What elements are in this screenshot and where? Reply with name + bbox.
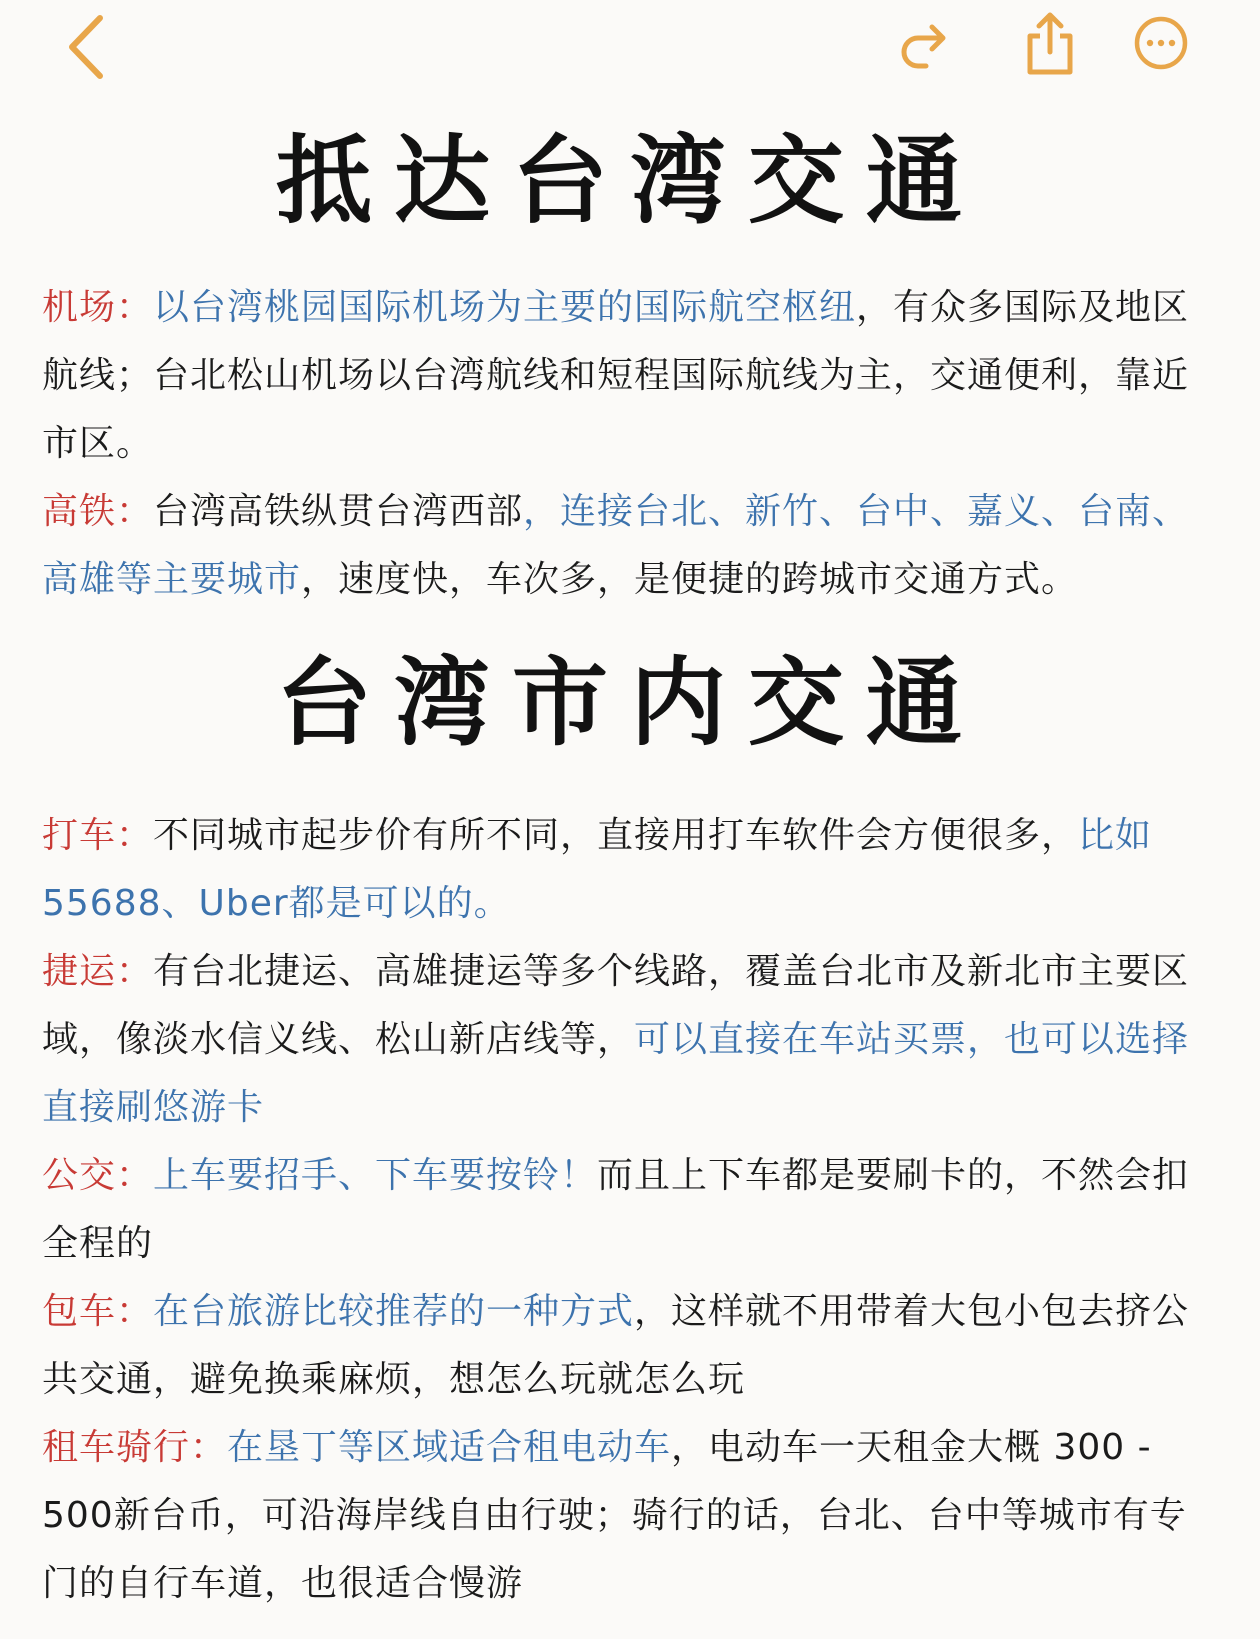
taxi-text: 不同城市起步价有所不同，直接用打车软件会方便很多，: [153, 815, 1079, 856]
hsr-text-2: ，速度快，车次多，是便捷的跨城市交通方式。: [301, 559, 1079, 600]
hsr-paragraph: [42, 478, 1220, 614]
mrt-highlight: 可以直接在车站买票，也可以选择直接刷悠游卡: [42, 1019, 1190, 1128]
hsr-label: 高铁：: [42, 491, 154, 532]
back-button[interactable]: [62, 12, 112, 82]
mrt-text: 有台北捷运、高雄捷运等多个线路，覆盖台北市及新北市主要区域，像淡水信义线、松山新店线等，: [42, 951, 1190, 1060]
chevron-left-icon: [62, 12, 112, 82]
redo-arrow-icon: [898, 18, 954, 74]
airport-text: ，有众多国际及地区航线；台北松山机场以台湾航线和短程国际航线为主，交通便利，靠近市区。: [42, 287, 1190, 464]
share-button[interactable]: [1024, 10, 1076, 78]
hsr-highlight: ，连接台北、新竹、台中、嘉义、台南、高雄等主要城市: [42, 491, 1190, 600]
taxi-label: 打车：: [42, 815, 154, 856]
taxi-highlight: 比如55688、Uber都是可以的。: [42, 815, 1153, 924]
rental-label: 租车骑行：: [42, 1427, 228, 1468]
airport-paragraph: [42, 274, 1220, 478]
bus-label: 公交：: [42, 1155, 154, 1196]
bus-highlight: 上车要招手、下车要按铃！: [153, 1155, 598, 1196]
charter-text: ，这样就不用带着大包小包去挤公共交通，避免换乘麻烦，想怎么玩就怎么玩: [42, 1291, 1190, 1400]
top-toolbar: [0, 0, 1260, 100]
taxi-paragraph: [42, 802, 1220, 938]
more-button[interactable]: [1132, 14, 1190, 72]
mrt-label: 捷运：: [42, 951, 154, 992]
more-ellipsis-icon: [1132, 14, 1190, 72]
airport-label: 机场：: [42, 287, 154, 328]
charter-paragraph: [42, 1278, 1220, 1414]
mrt-paragraph: [42, 938, 1220, 1142]
city-transport-title: 台湾市内交通: [276, 647, 984, 759]
charter-label: 包车：: [42, 1291, 154, 1332]
hsr-text-1: 台湾高铁纵贯台湾西部: [153, 491, 524, 532]
share-icon: [1024, 10, 1076, 78]
bus-text: 而且上下车都是要刷卡的，不然会扣全程的: [42, 1155, 1190, 1264]
charter-highlight: 在台旅游比较推荐的一种方式: [153, 1291, 635, 1332]
redo-button[interactable]: [898, 18, 954, 74]
rental-highlight: 在垦丁等区域适合租电动车: [227, 1427, 672, 1468]
rental-text: ，电动车一天租金大概 300 - 500新台币，可沿海岸线自由行驶；骑行的话，台北、台中等城市有专门的自行车道，也很适合慢游: [42, 1427, 1187, 1604]
rental-paragraph: [42, 1414, 1220, 1618]
arrival-transport-title: 抵达台湾交通: [276, 125, 984, 237]
airport-highlight: 以台湾桃园国际机场为主要的国际航空枢纽: [153, 287, 857, 328]
bus-paragraph: [42, 1142, 1220, 1278]
